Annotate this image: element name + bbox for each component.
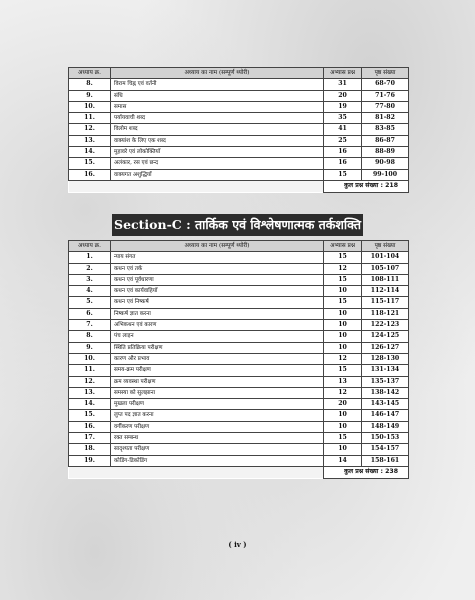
chapter-name: निष्कर्ष ज्ञात करना [111,308,324,319]
page-range: 88-89 [362,147,409,158]
header-page-numbers: पृष्ठ संख्या [362,241,409,252]
question-count: 15 [324,433,362,444]
chapter-name: मुहावरे एवं लोकोक्तियाँ [111,147,324,158]
chapter-number: 16. [69,169,111,180]
page-range: 99-100 [362,169,409,180]
chapter-name: विलोम शब्द [111,124,324,135]
chapter-name: समस्या को सुलझाना [111,387,324,398]
question-count: 31 [324,79,362,90]
question-count: 16 [324,158,362,169]
chapter-number: 19. [69,455,111,466]
chapter-number: 12. [69,124,111,135]
table-row [69,297,409,308]
chapter-number: 1. [69,252,111,263]
page-range: 71-76 [362,90,409,101]
total-row [69,180,409,192]
table-header-row [69,241,409,252]
question-count: 12 [324,353,362,364]
question-count: 15 [324,169,362,180]
question-count: 15 [324,297,362,308]
contents-table-section-c [68,240,409,479]
page-range: 143-145 [362,399,409,410]
contents-table-section-b [68,67,409,193]
chapter-number: 8. [69,331,111,342]
chapter-number: 5. [69,297,111,308]
header-chapter-name: अध्याय का नाम (सम्पूर्ण थ्योरी) [111,241,324,252]
page-range: 146-147 [362,410,409,421]
chapter-name: अलंकार, रस एवं छन्द [111,158,324,169]
chapter-number: 18. [69,444,111,455]
chapter-name: समय-क्रम परीक्षण [111,365,324,376]
page-range: 135-137 [362,376,409,387]
chapter-name: कथन एवं पूर्वधारणा [111,274,324,285]
page-range: 154-157 [362,444,409,455]
header-chapter-no: अध्याय क्र. [69,68,111,79]
total-spacer [69,180,324,192]
question-count: 14 [324,455,362,466]
question-count: 12 [324,263,362,274]
header-page-numbers: पृष्ठ संख्या [362,68,409,79]
chapter-name: मुखला परीक्षण [111,399,324,410]
page-range: 115-117 [362,297,409,308]
chapter-number: 9. [69,342,111,353]
question-count: 10 [324,410,362,421]
table-row [69,135,409,146]
chapter-number: 14. [69,147,111,158]
question-count: 10 [324,320,362,331]
chapter-name: विराम चिह्न एवं वर्तनी [111,79,324,90]
chapter-number: 10. [69,353,111,364]
page-range: 126-127 [362,342,409,353]
chapter-number: 3. [69,274,111,285]
page-range: 101-104 [362,252,409,263]
question-count: 20 [324,399,362,410]
chapter-name: लुप्त पद ज्ञात करना [111,410,324,421]
chapter-name: पर्यायवाची शब्द [111,113,324,124]
page-range: 112-114 [362,286,409,297]
chapter-number: 16. [69,421,111,432]
question-count: 13 [324,376,362,387]
table-row [69,101,409,112]
page-range: 158-161 [362,455,409,466]
question-count: 19 [324,101,362,112]
header-practice-questions: अभ्यास प्रश्न [324,68,362,79]
table-row [69,308,409,319]
table-row [69,90,409,101]
table-row [69,169,409,180]
chapter-name: वाक्यांश के लिए एक शब्द [111,135,324,146]
header-chapter-name: अध्याय का नाम (सम्पूर्ण थ्योरी) [111,68,324,79]
chapter-name: पंच लाइन [111,331,324,342]
table-row [69,263,409,274]
chapter-number: 15. [69,410,111,421]
chapter-number: 8. [69,79,111,90]
question-count: 15 [324,252,362,263]
question-count: 10 [324,421,362,432]
page-range: 131-134 [362,365,409,376]
chapter-number: 13. [69,387,111,398]
total-questions: कुल प्रश्न संख्या : 218 [324,180,409,192]
table-row [69,342,409,353]
chapter-name: वाक्यगत अशुद्धियाँ [111,169,324,180]
chapter-number: 11. [69,365,111,376]
chapter-name: क्रम व्यवस्था परीक्षण [111,376,324,387]
question-count: 25 [324,135,362,146]
section-heading: Section-C : तार्किक एवं विश्लेषणात्मक तर्कशक्ति [112,214,363,236]
page-range: 128-130 [362,353,409,364]
page-range: 83-85 [362,124,409,135]
page-range: 138-142 [362,387,409,398]
table-row [69,320,409,331]
question-count: 10 [324,308,362,319]
table-row [69,158,409,169]
table-row [69,433,409,444]
chapter-name: रक्त सम्बन्ध [111,433,324,444]
page-range: 81-82 [362,113,409,124]
question-count: 20 [324,90,362,101]
question-count: 35 [324,113,362,124]
page-range: 86-87 [362,135,409,146]
page-range: 124-125 [362,331,409,342]
page-range: 77-80 [362,101,409,112]
page-range: 118-121 [362,308,409,319]
question-count: 16 [324,147,362,158]
page-range: 150-153 [362,433,409,444]
chapter-number: 11. [69,113,111,124]
page-range: 105-107 [362,263,409,274]
table-row [69,124,409,135]
question-count: 10 [324,444,362,455]
chapter-name: सादृश्यता परीक्षण [111,444,324,455]
question-count: 15 [324,365,362,376]
total-row [69,466,409,478]
table-row [69,113,409,124]
chapter-name: समास [111,101,324,112]
chapter-number: 12. [69,376,111,387]
question-count: 12 [324,387,362,398]
chapter-name: कथन एवं तर्क [111,263,324,274]
table-row [69,399,409,410]
table-row [69,252,409,263]
page-range: 148-149 [362,421,409,432]
question-count: 41 [324,124,362,135]
chapter-number: 17. [69,433,111,444]
chapter-number: 9. [69,90,111,101]
table-row [69,353,409,364]
table-row [69,286,409,297]
header-chapter-no: अध्याय क्र. [69,241,111,252]
chapter-name: कथन एवं कार्यवाहियाँ [111,286,324,297]
table-row [69,387,409,398]
chapter-name: वर्गीकरण परीक्षण [111,421,324,432]
table-row [69,79,409,90]
table-row [69,421,409,432]
table-row [69,376,409,387]
total-spacer [69,466,324,478]
chapter-number: 2. [69,263,111,274]
question-count: 10 [324,331,362,342]
page-number: ( iv ) [228,540,247,549]
page-range: 122-123 [362,320,409,331]
header-practice-questions: अभ्यास प्रश्न [324,241,362,252]
chapter-number: 6. [69,308,111,319]
table-row [69,410,409,421]
chapter-number: 14. [69,399,111,410]
chapter-number: 10. [69,101,111,112]
chapter-number: 15. [69,158,111,169]
chapter-name: कारण और प्रभाव [111,353,324,364]
chapter-name: कोडिंग-डिकोडिंग [111,455,324,466]
chapter-number: 13. [69,135,111,146]
chapter-name: स्थिति प्रतिक्रिया परीक्षण [111,342,324,353]
chapter-name: अभिकथन एवं कारण [111,320,324,331]
total-questions: कुल प्रश्न संख्या : 238 [324,466,409,478]
chapter-number: 4. [69,286,111,297]
page-range: 90-98 [362,158,409,169]
table-row [69,274,409,285]
question-count: 15 [324,274,362,285]
table-row [69,331,409,342]
table-row [69,455,409,466]
page-range: 68-70 [362,79,409,90]
chapter-number: 7. [69,320,111,331]
table-row [69,365,409,376]
page-range: 108-111 [362,274,409,285]
chapter-name: कथन एवं निष्कर्ष [111,297,324,308]
question-count: 10 [324,342,362,353]
table-row [69,147,409,158]
question-count: 10 [324,286,362,297]
chapter-name: न्याय संगत [111,252,324,263]
table-header-row [69,68,409,79]
table-row [69,444,409,455]
chapter-name: संधि [111,90,324,101]
